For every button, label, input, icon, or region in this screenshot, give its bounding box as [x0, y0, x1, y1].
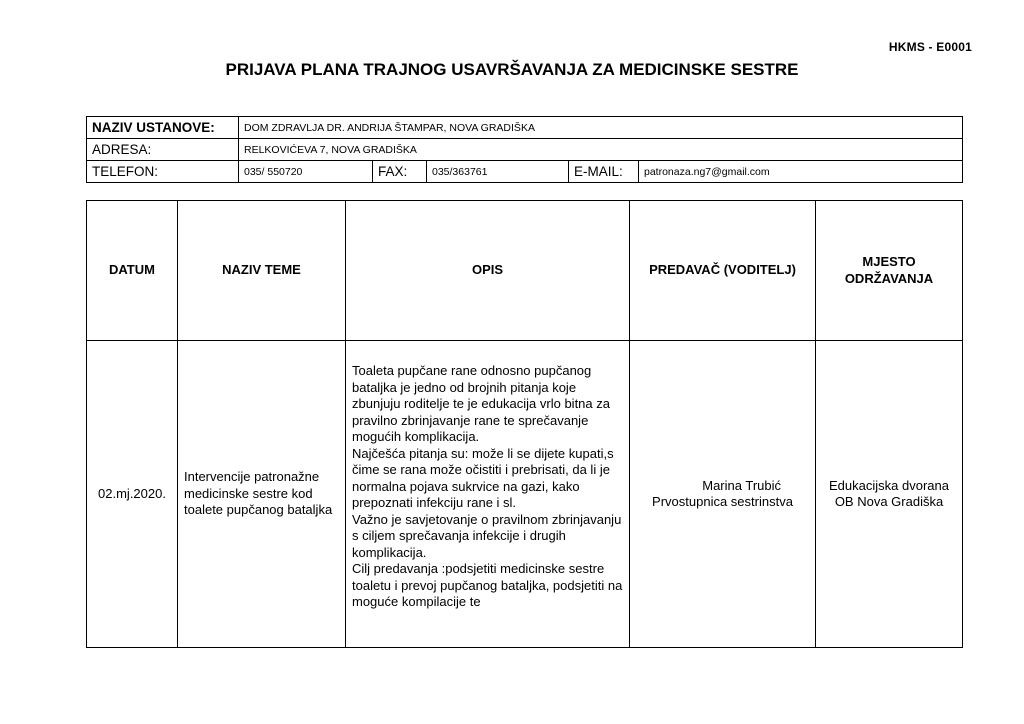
- lecturer-title: Prvostupnica sestrinstva: [652, 494, 793, 509]
- column-header-date: DATUM: [87, 201, 178, 341]
- institution-address-value: RELKOVIĆEVA 7, NOVA GRADIŠKA: [239, 139, 963, 161]
- institution-address-label: ADRESA:: [87, 139, 239, 161]
- column-header-description: OPIS: [346, 201, 630, 341]
- row-description: [346, 341, 630, 648]
- plan-header-row: [87, 201, 963, 341]
- institution-info-table: [86, 116, 963, 183]
- fax-label: FAX:: [373, 161, 427, 183]
- page-title: PRIJAVA PLANA TRAJNOG USAVRŠAVANJA ZA MEDICINSKE SESTRE: [225, 60, 799, 79]
- email-value: patronaza.ng7@gmail.com: [639, 161, 963, 183]
- row-lecturer: [630, 341, 816, 648]
- institution-name-row: [87, 117, 963, 139]
- description-paragraph: Važno je savjetovanje o pravilnom zbrinjavanju s ciljem sprečavanja infekcije i drugih komplikacija.: [352, 511, 622, 560]
- description-paragraph: Cilj predavanja :podsjetiti medicinske sestre toaletu i prevoj pupčanog bataljka, podsjetiti na moguće kompilacije te: [352, 561, 623, 609]
- institution-name-label: NAZIV USTANOVE:: [87, 117, 239, 139]
- institution-address-row: [87, 139, 963, 161]
- description-paragraph: Najčešća pitanja su: može li se dijete kupati,s čime se rana može očistiti i prebrisati, da li je normalna pojava sukrvice na gazi, kako prepoznati infekciju rane i sl.: [352, 445, 614, 510]
- description-paragraph: Toaleta pupčane rane odnosno pupčanog bataljka je jedno od brojnih pitanja koje zbunjuju roditelje te je edukacija vrlo bitna za pravilno zbrinjavanje rane te sprečavanje mogućih komplikacija.: [352, 363, 610, 444]
- lecturer-name: Marina Trubić: [702, 477, 781, 493]
- institution-name-value: DOM ZDRAVLJA DR. ANDRIJA ŠTAMPAR, NOVA GRADIŠKA: [239, 117, 963, 139]
- column-header-topic: NAZIV TEME: [178, 201, 346, 341]
- phone-label: TELEFON:: [87, 161, 239, 183]
- row-location: Edukacijska dvorana OB Nova Gradiška: [816, 341, 963, 648]
- form-code: HKMS - E0001: [888, 40, 972, 54]
- education-plan-table: [86, 200, 963, 648]
- email-label: E-MAIL:: [569, 161, 639, 183]
- table-row: [87, 341, 963, 648]
- row-date: 02.mj.2020.: [87, 341, 178, 648]
- column-header-lecturer: PREDAVAČ (VODITELJ): [630, 201, 816, 341]
- fax-value: 035/363761: [427, 161, 569, 183]
- institution-contact-row: [87, 161, 963, 183]
- phone-value: 035/ 550720: [239, 161, 373, 183]
- column-header-location: MJESTO ODRŽAVANJA: [816, 201, 963, 341]
- row-topic: Intervencije patronažne medicinske sestre kod toalete pupčanog bataljka: [178, 341, 346, 648]
